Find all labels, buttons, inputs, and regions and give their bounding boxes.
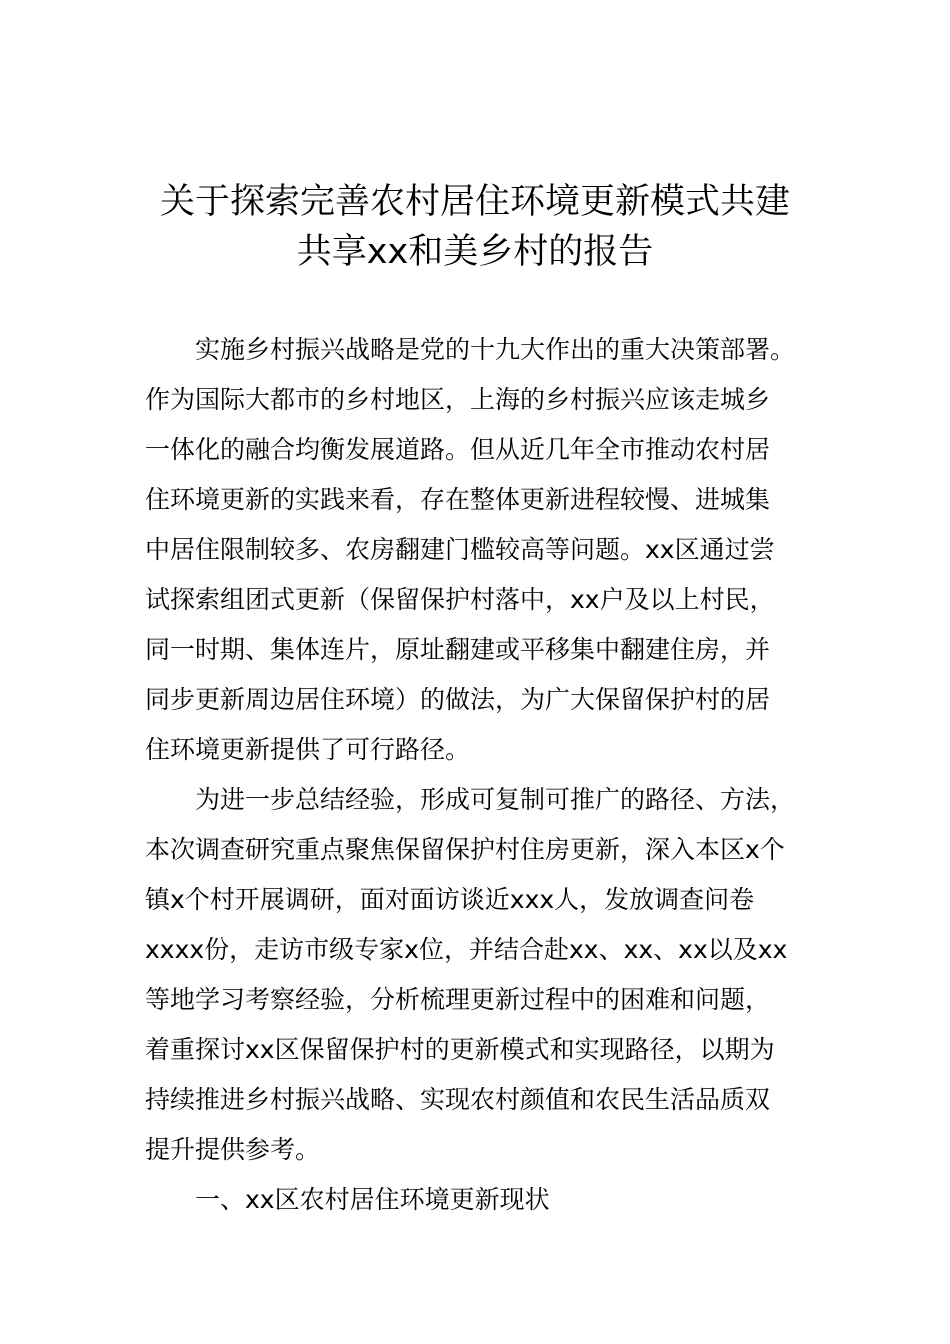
- paragraph-1-line-6: 试探索组团式更新（保留保护村落中，xx户及以上村民，: [145, 585, 775, 614]
- paragraph-2-line-4: xxxx份，走访市级专家x位，并结合赴xx、xx、xx以及xx: [145, 935, 788, 964]
- paragraph-1-line-7: 同一时期、集体连片，原址翻建或平移集中翻建住房，并: [145, 635, 771, 664]
- paragraph-1-line-9: 住环境更新提供了可行路径。: [145, 735, 471, 764]
- paragraph-2-line-8: 提升提供参考。: [145, 1135, 321, 1164]
- paragraph-2-line-3: 镇x个村开展调研，面对面访谈近xxx人，发放调查问卷: [145, 885, 755, 914]
- paragraph-2-line-5: 等地学习考察经验，分析梳理更新过程中的困难和问题，: [145, 985, 771, 1014]
- paragraph-2-line-7: 持续推进乡村振兴战略、实现农村颜值和农民生活品质双: [145, 1085, 771, 1114]
- document-title-line-1: 关于探索完善农村居住环境更新模式共建: [159, 182, 790, 222]
- document-title-line-2: 共享xx和美乡村的报告: [296, 232, 654, 272]
- paragraph-2-line-6: 着重探讨xx区保留保护村的更新模式和实现路径，以期为: [145, 1035, 775, 1064]
- paragraph-2-line-1: 为进一步总结经验，形成可复制可推广的路径、方法，: [195, 785, 796, 814]
- paragraph-1-line-4: 住环境更新的实践来看，存在整体更新进程较慢、进城集: [145, 485, 771, 514]
- paragraph-1-line-1: 实施乡村振兴战略是党的十九大作出的重大决策部署。: [195, 335, 796, 364]
- section-heading-1: 一、xx区农村居住环境更新现状: [195, 1185, 550, 1214]
- paragraph-1-line-8: 同步更新周边居住环境）的做法，为广大保留保护村的居: [145, 685, 771, 714]
- paragraph-1-line-3: 一体化的融合均衡发展道路。但从近几年全市推动农村居: [145, 435, 771, 464]
- paragraph-1-line-2: 作为国际大都市的乡村地区，上海的乡村振兴应该走城乡: [145, 385, 771, 414]
- paragraph-1-line-5: 中居住限制较多、农房翻建门槛较高等问题。xx区通过尝: [145, 535, 775, 564]
- paragraph-2-line-2: 本次调查研究重点聚焦保留保护村住房更新，深入本区x个: [145, 835, 785, 864]
